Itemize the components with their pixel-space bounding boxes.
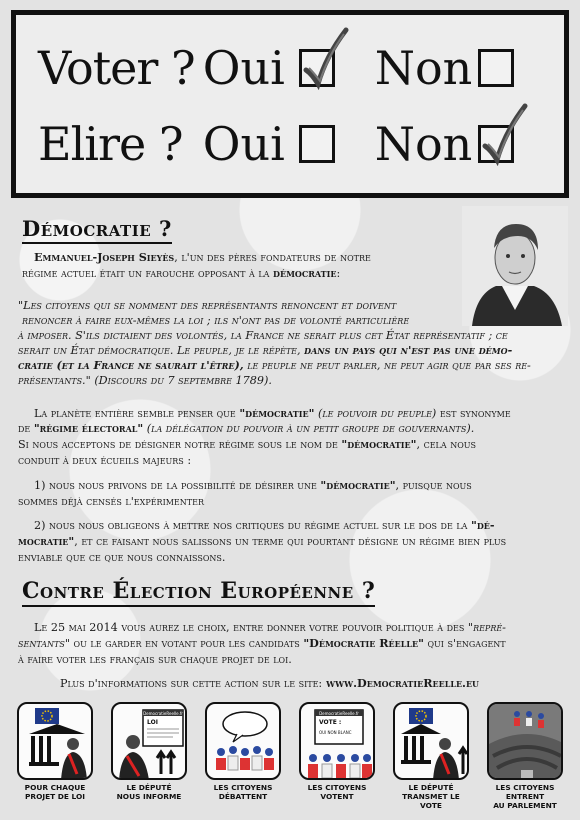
vote-options: OUI NON BLANC <box>319 730 352 735</box>
text-italic: (le pouvoir du peuple) <box>318 407 437 420</box>
text-italic: (la délégation du pouvoir à un petit groupe de gouvernants). <box>146 422 475 435</box>
author-name: Emmanuel-Joseph Sieyès <box>34 250 175 264</box>
paragraph-line <box>34 478 568 493</box>
step-caption: LE DÉPUTÉ NOUS INFORME <box>116 783 182 801</box>
text: 1) nous nous privons de la possibilité de désirer une <box>34 479 321 492</box>
text-italic: "repré- <box>467 621 506 634</box>
keyword: "dé- <box>471 518 495 532</box>
intro-text: régime actuel était un farouche opposant à la <box>22 267 274 280</box>
text: est synonyme <box>439 407 511 420</box>
quote-emphasis: cratie (et la France ne saurait l'être), <box>18 358 244 372</box>
site-label: DemocratieReelle.fr <box>319 711 359 716</box>
paragraph-line <box>18 437 568 452</box>
keyword: "régime électoral" <box>33 421 144 435</box>
paragraph-line <box>34 620 568 635</box>
paragraph-line: à faire voter les français sur chaque projet de loi. <box>18 653 292 666</box>
ballot-row-vote <box>38 33 554 103</box>
paragraph-line: enviable que ce que nous connaissons. <box>18 551 226 564</box>
quote-text: le peuple ne peut parler, ne peut agir que par ses re- <box>247 359 531 372</box>
section-title-democratie: Démocratie ? <box>22 216 172 244</box>
paragraph-line <box>18 636 568 651</box>
text: La planète entière semble penser que <box>34 407 240 420</box>
paragraph-line <box>34 518 568 533</box>
checkbox-yes-checked[interactable] <box>299 49 335 87</box>
keyword: "démocratie" <box>341 437 417 451</box>
step-caption: POUR CHAQUE PROJET DE LOI <box>24 783 86 801</box>
ballot-row-elect <box>38 109 554 179</box>
intro-text: , l'un des pères fondateurs de notre <box>174 251 371 264</box>
citizens-parliament-icon <box>487 702 563 780</box>
quote-emphasis: dans un pays qui n'est pas une démo- <box>304 343 513 357</box>
intro-text: : <box>336 267 341 280</box>
step-caption: LES CITOYENS DÉBATTENT <box>213 783 273 801</box>
step-item <box>484 702 566 814</box>
section-title-election: Contre Élection Européenne ? <box>22 578 375 607</box>
text-italic: sentants" <box>18 637 70 650</box>
paragraph-line: sommes déjà censés l'expérimenter <box>18 495 204 508</box>
keyword-democratie: démocratie <box>273 266 337 280</box>
quote-line: à imposer. S'ils dictaient des volontés, la France ne serait plus cet État représentatif ; ce <box>18 329 508 342</box>
ballot-question: Elire ? <box>38 117 183 171</box>
sieyes-portrait <box>462 206 568 326</box>
step-item <box>108 702 190 814</box>
checkbox-no-checked[interactable] <box>478 125 514 163</box>
text: ou le garder en votant pour les candidats <box>69 637 304 650</box>
text: qui s'engagent <box>423 637 506 650</box>
keyword: "démocratie" <box>239 406 315 420</box>
website-link[interactable]: www.DemocratieReelle.eu <box>326 676 480 690</box>
text: de <box>18 422 34 435</box>
keyword: "Démocratie Réelle" <box>303 636 424 650</box>
deputy-transmits-icon <box>393 702 469 780</box>
ballot-no-label: Non <box>374 117 473 171</box>
step-item <box>202 702 284 814</box>
quote-line <box>18 358 568 373</box>
checkmark-icon <box>479 102 529 166</box>
quote-line: présentants." (Discours du 7 septembre 1789). <box>18 374 272 387</box>
intro-line-2 <box>22 266 442 281</box>
quote-line <box>18 343 568 358</box>
text: , et ce faisant nous salissons un terme qui pourtant désigne un régime bien plus <box>74 535 507 548</box>
ballot-yes-label: Oui <box>202 117 285 171</box>
vote-label: VOTE : <box>319 719 342 726</box>
ballot-yes-label: Oui <box>202 41 285 95</box>
loi-label: LOI <box>147 719 158 726</box>
paragraph-line: conduit à deux écueils majeurs : <box>18 454 192 467</box>
text: 2) nous nous obligeons à mettre nos critiques du régime actuel sur le dos de la <box>34 519 472 532</box>
step-caption: LES CITOYENS VOTENT <box>307 783 367 801</box>
paragraph-line <box>18 421 568 436</box>
more-info-line <box>60 676 479 690</box>
step-item <box>390 702 472 814</box>
keyword: "démocratie" <box>320 478 396 492</box>
quote-line: "Les citoyens qui se nomment des représentants renoncent et doivent <box>18 299 397 312</box>
step-caption: LE DÉPUTÉ TRANSMET LE VOTE <box>402 783 460 810</box>
more-info-text: Plus d'informations sur cette action sur le site: <box>60 677 323 690</box>
checkmark-icon <box>300 26 350 90</box>
site-label: DemocratieReelle.fr <box>143 711 183 716</box>
text: , cela nous <box>416 438 476 451</box>
quote-text: serait un État démocratique. Le peuple, je le répète, <box>18 344 301 357</box>
deputy-informs-icon <box>111 702 187 780</box>
parliament-eu-icon <box>17 702 93 780</box>
paragraph-line <box>34 406 568 421</box>
quote-line: renoncer à faire eux-mêmes la loi ; ils n'ont pas de volonté particulière <box>22 314 410 327</box>
citizens-debate-icon <box>205 702 281 780</box>
ballot-question: Voter ? <box>38 41 195 95</box>
text: Si nous acceptons de désigner notre régime sous le nom de <box>18 438 342 451</box>
step-caption: LES CITOYENS ENTRENT AU PARLEMENT <box>493 783 557 810</box>
paragraph-line <box>18 534 568 549</box>
step-item <box>296 702 378 814</box>
step-item <box>14 702 96 814</box>
ballot-panel <box>11 10 569 198</box>
checkbox-no[interactable] <box>478 49 514 87</box>
keyword: mocratie" <box>18 534 75 548</box>
checkbox-yes[interactable] <box>299 125 335 163</box>
ballot-no-label: Non <box>374 41 473 95</box>
text: Le 25 mai 2014 vous aurez le choix, entre donner votre pouvoir politique à des <box>34 621 468 634</box>
text: , puisque nous <box>395 479 472 492</box>
intro-line <box>34 250 444 265</box>
citizens-vote-icon <box>299 702 375 780</box>
process-steps <box>14 702 566 814</box>
